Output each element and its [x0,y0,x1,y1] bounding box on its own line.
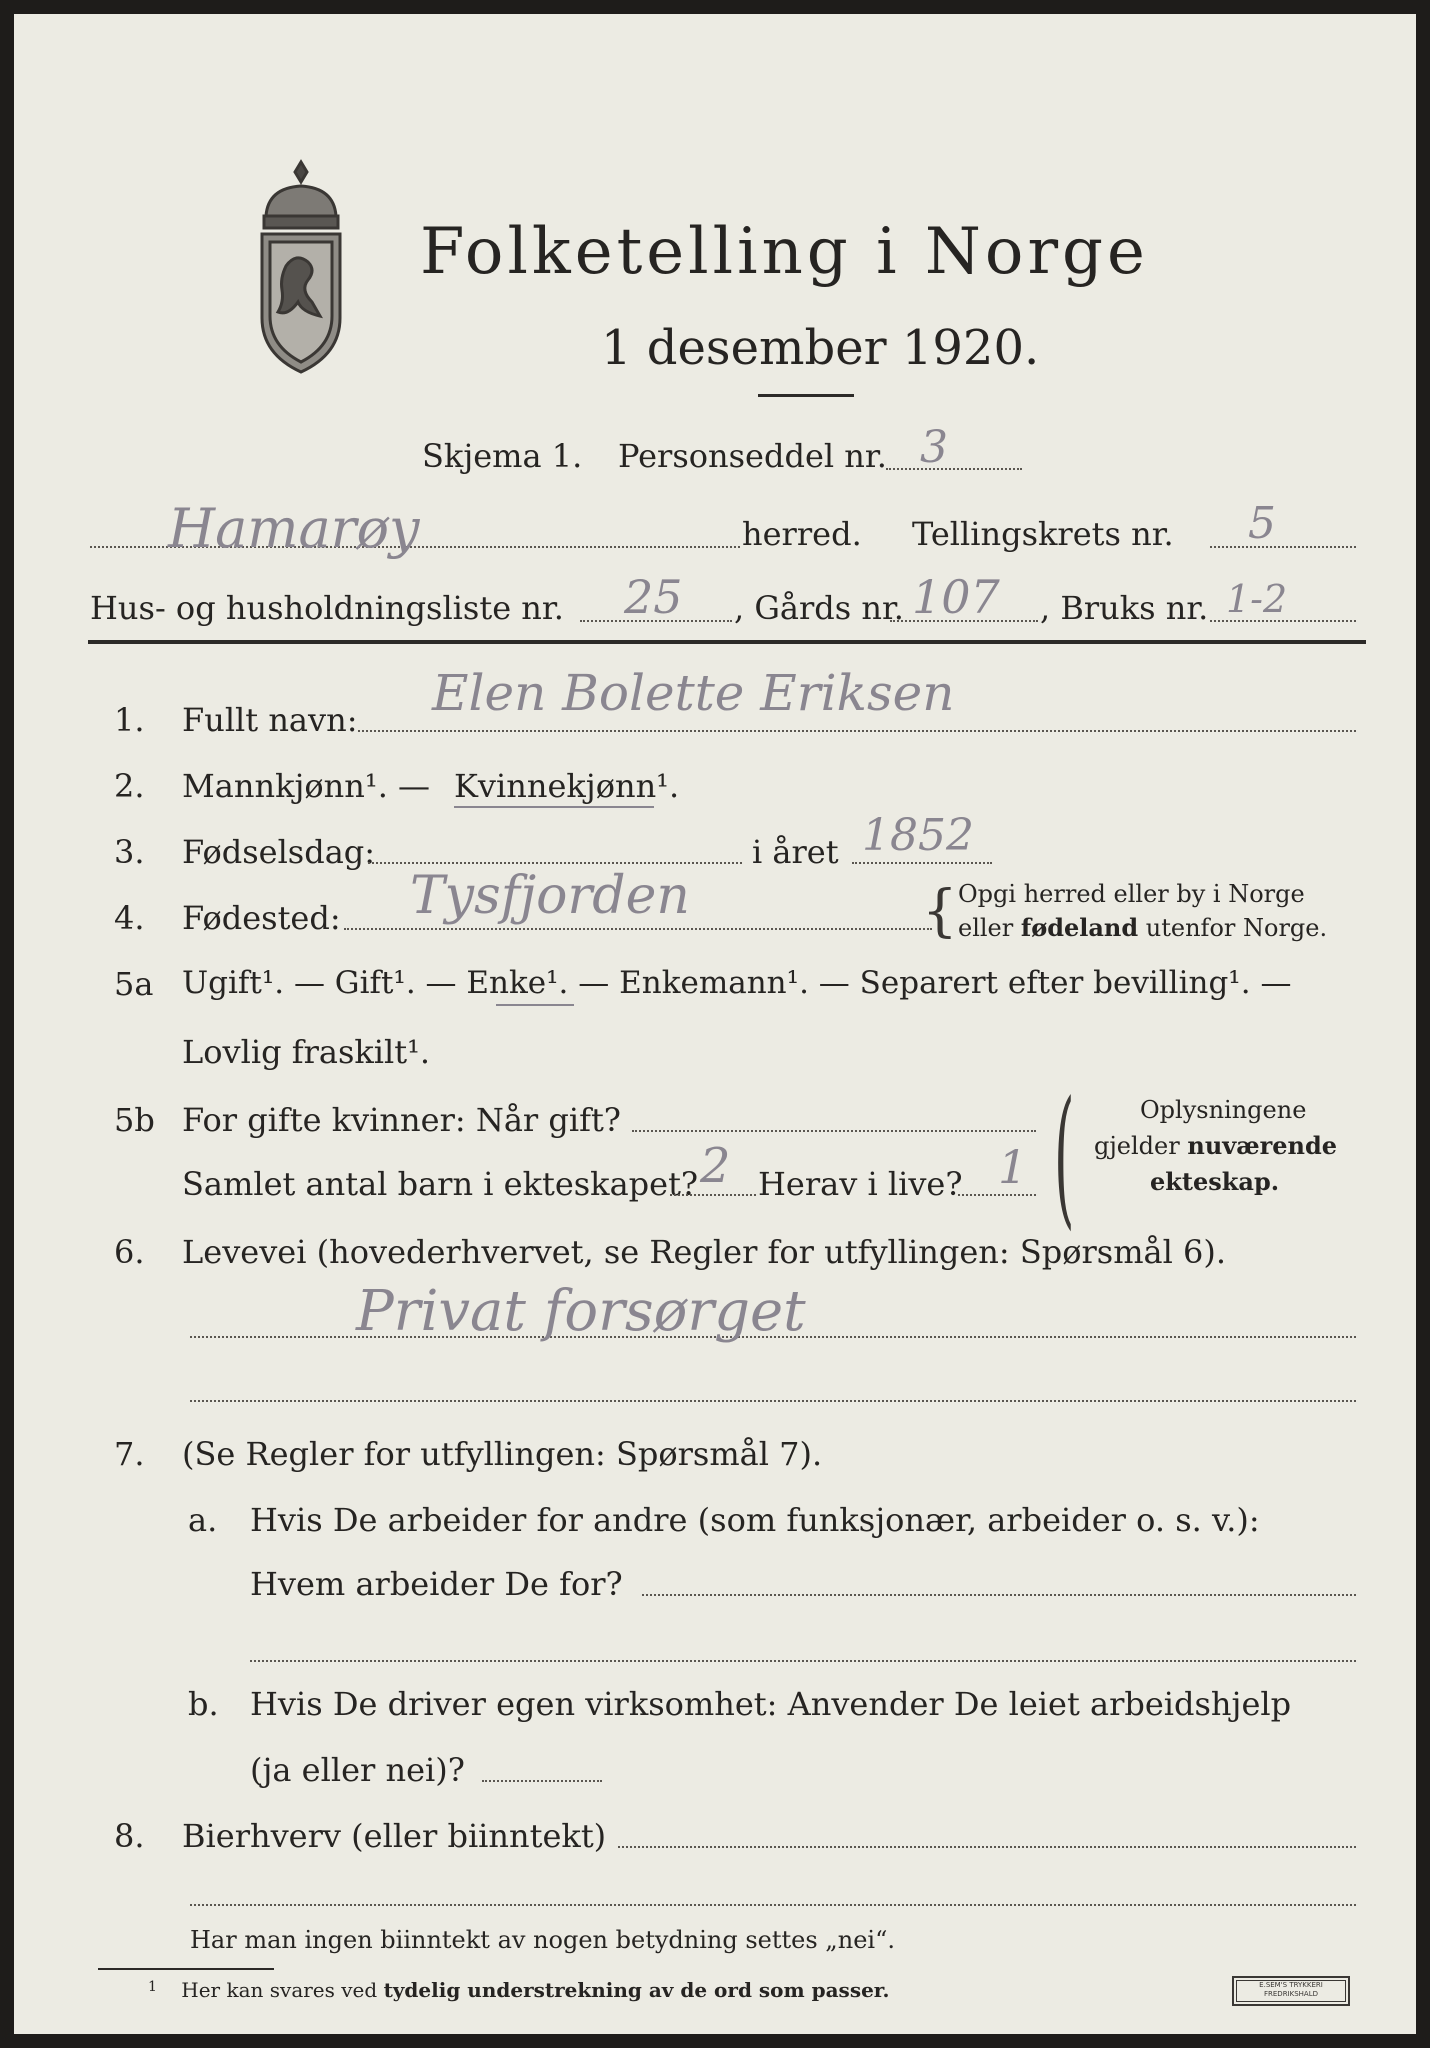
q1-number: 1. [114,701,145,739]
header-divider [88,640,1366,644]
q4-note-eller: eller [958,914,1014,942]
q5b-note-gjelder: gjelder [1094,1132,1180,1160]
q7b-answer-line [482,1780,602,1782]
q7-number: 7. [114,1435,145,1473]
q6-line2 [190,1400,1356,1402]
q5b-alive-value[interactable]: 1 [998,1140,1028,1194]
q3-number: 3. [114,833,145,871]
q5b-label1: For gifte kvinner: Når gift? [182,1101,621,1139]
q8-answer-line1 [618,1846,1356,1848]
husliste-value[interactable]: 25 [624,570,683,624]
husliste-label: Hus- og husholdningsliste nr. [90,589,564,627]
q5a-number: 5a [114,965,154,1003]
q1-line [358,730,1356,732]
q5a-options-line2: Lovlig fraskilt¹. [182,1033,431,1071]
footnote-bold-text: tydelig understrekning av de ord som passer. [383,1978,890,2002]
q3-year-label: i året [752,833,839,871]
footnote-number: 1 [148,1979,157,1995]
q7a-line2: Hvem arbeider De for? [250,1565,623,1603]
q4-note-line1: Opgi herred eller by i Norge [958,880,1305,908]
q7-label: (Se Regler for utfyllingen: Spørsmål 7). [182,1435,823,1473]
q7a-letter: a. [188,1501,218,1539]
q3-label: Fødselsdag: [182,833,376,871]
coat-of-arms-icon [246,158,356,376]
gards-label: , Gårds nr. [734,589,904,627]
q5a-enke-underline [496,1004,574,1006]
q6-number: 6. [114,1233,145,1271]
footnote-text: Her kan svares ved [181,1978,378,2002]
bruks-value[interactable]: 1-2 [1226,577,1288,621]
printer-stamp [1232,1976,1350,2006]
q5b-children-line [670,1194,756,1196]
herred-label: herred. [742,515,862,553]
gards-value[interactable]: 107 [912,570,1000,624]
q7b-line2: (ja eller nei)? [250,1751,465,1789]
bruks-label: , Bruks nr. [1040,589,1209,627]
q5b-note-line1: Oplysningene [1140,1096,1307,1124]
title-divider [758,394,854,397]
personseddel-label: Personseddel nr. [618,437,887,475]
q4-value[interactable]: Tysfjorden [410,866,690,926]
q1-label: Fullt navn: [182,701,358,739]
q4-note-fodeland: fødeland [1020,913,1139,942]
q7a-answer-line1 [642,1594,1356,1596]
form-title: Folketelling i Norge [420,215,1149,289]
q4-number: 4. [114,899,145,937]
q6-label: Levevei (hovederhvervet, se Regler for utfyllingen: Spørsmål 6). [182,1233,1227,1271]
tellingskrets-value[interactable]: 5 [1248,498,1276,549]
q5b-alive-label: Herav i live? [758,1165,963,1203]
q1-value[interactable]: Elen Bolette Eriksen [432,664,955,722]
q4-note-line2 [958,913,1328,942]
q3-year-line [852,862,992,864]
tellingskrets-label: Tellingskrets nr. [912,515,1174,553]
q6-value[interactable]: Privat forsørget [356,1279,806,1344]
herred-value[interactable]: Hamarøy [168,497,420,560]
q8-number: 8. [114,1817,145,1855]
q5b-note-line3: ekteskap. [1150,1167,1280,1196]
q4-label: Fødested: [182,899,341,937]
q3-line [368,862,742,864]
q5b-children-value[interactable]: 2 [700,1138,731,1194]
q4-brace: { [922,879,958,944]
q5b-label2: Samlet antal barn i ekteskapet? [182,1165,699,1203]
q3-year-value[interactable]: 1852 [862,810,974,861]
q5b-alive-line [958,1194,1036,1196]
footer-note: Har man ingen biinntekt av nogen betydning settes „nei“. [190,1926,895,1954]
personseddel-value[interactable]: 3 [920,422,948,473]
skjema-label: Skjema 1. [422,437,583,475]
q8-answer-line2 [190,1904,1356,1906]
q2-number: 2. [114,767,145,805]
footnote-rule [98,1968,274,1970]
q5b-note-nuvaerende: nuværende [1187,1131,1338,1160]
personseddel-line [886,468,1022,470]
printer-name: E.SEM'S TRYKKERI [1259,1981,1323,1989]
q7b-line1: Hvis De driver egen virksomhet: Anvender De leiet arbeidshjelp [250,1685,1292,1723]
q2-male-option: Mannkjønn¹. [182,767,388,805]
q7b-letter: b. [188,1685,219,1723]
q5a-options-line1: Ugift¹. — Gift¹. — Enke¹. — Enkemann¹. — Separert efter bevilling¹. — [182,965,1292,1001]
q2-female-underline [454,806,654,808]
q4-line [344,928,932,930]
q5b-brace-open: ( [1054,1070,1075,1244]
footnote [148,1980,889,2000]
q7a-line1: Hvis De arbeider for andre (som funksjonær, arbeider o. s. v.): [250,1501,1260,1539]
q2-dash: — [398,767,430,805]
q5b-married-line [632,1130,1036,1132]
q7a-answer-line2 [250,1660,1356,1662]
q5b-note-line2 [1094,1131,1338,1160]
q2-female-option: Kvinnekjønn¹. [454,767,680,805]
printer-city: FREDRIKSHALD [1263,1990,1318,1998]
q5b-number: 5b [114,1101,155,1139]
q8-label: Bierhverv (eller biinntekt) [182,1817,607,1855]
census-date: 1 desember 1920. [601,320,1040,376]
tellingskrets-line [1210,546,1356,548]
census-form-page [14,14,1416,2034]
q4-note-utenfor: utenfor Norge. [1145,914,1328,942]
